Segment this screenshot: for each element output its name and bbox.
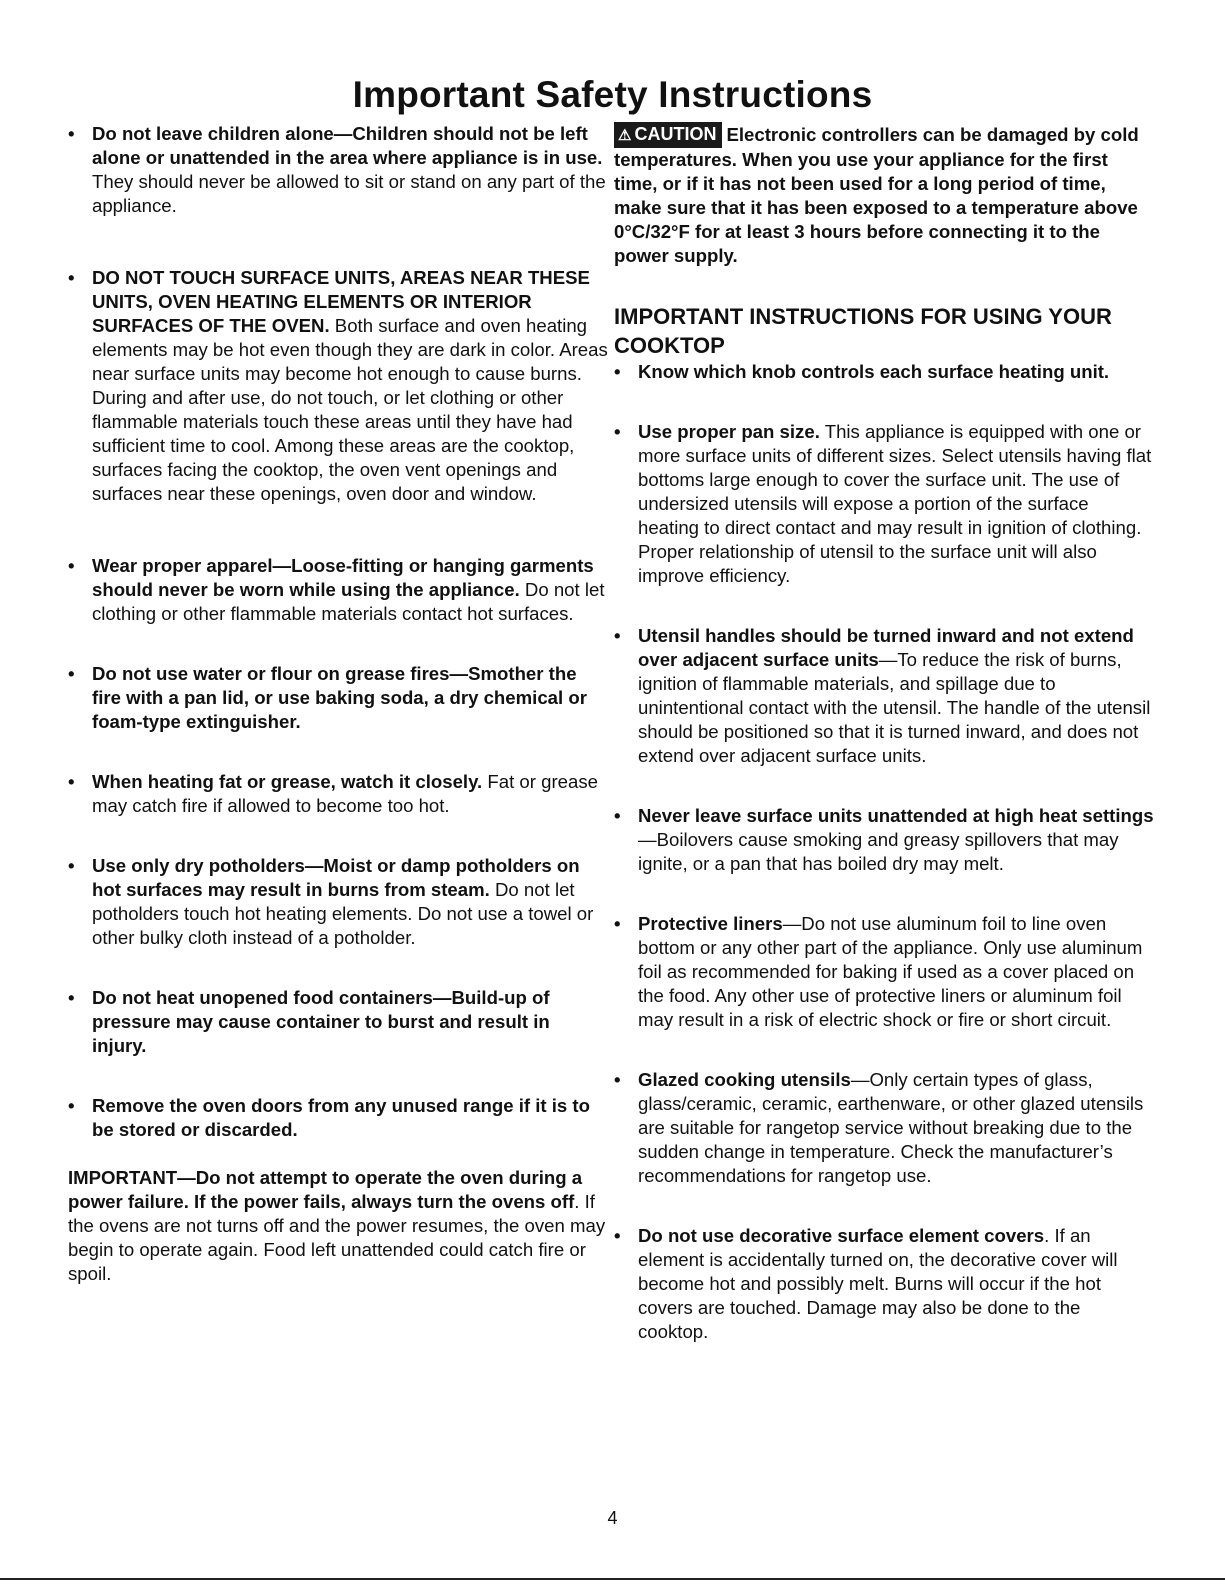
instruction-heading: When heating fat or grease, watch it closely. <box>92 771 483 792</box>
right-column <box>614 122 1154 1344</box>
instruction-text: —To reduce the risk of burns, ignition of flammable materials, and spillage due to unintentional contact with the utensil. The handle of the utensil should be positioned so that it is turned inward, and does not extend over adjacent surface units. <box>638 649 1151 766</box>
instruction-heading: Remove the oven doors from any unused range if it is to be stored or discarded. <box>92 1095 590 1140</box>
list-item <box>614 624 1154 768</box>
instruction-heading: Glazed cooking utensils <box>638 1069 851 1090</box>
list-item <box>68 266 608 506</box>
instruction-heading: DO NOT TOUCH SURFACE UNITS, AREAS NEAR THESE UNITS, OVEN HEATING ELEMENTS OR INTERIOR SURFACES OF THE OVEN. <box>92 267 590 336</box>
caution-text: Electronic controllers can be damaged by cold temperatures. When you use your appliance for the first time, or if it has not been used for a long period of time, make sure that it has been exposed to a temperature above 0°C/32°F for at least 3 hours before connecting it to the power supply. <box>614 124 1139 266</box>
page-title: Important Safety Instructions <box>352 74 873 115</box>
important-note-text: . If the ovens are not turns off and the power resumes, the oven may begin to operate again. Food left unattended could catch fire or spoil. <box>68 1191 606 1284</box>
caution-block <box>614 122 1154 268</box>
instruction-heading: Use only dry potholders—Moist or damp potholders on hot surfaces may result in burns from steam. <box>92 855 580 900</box>
list-item <box>614 804 1154 876</box>
instruction-heading: Do not use decorative surface element covers <box>638 1225 1045 1246</box>
instruction-text: —Only certain types of glass, glass/ceramic, ceramic, earthenware, or other glazed utensils are suitable for rangetop service without breaking due to the sudden change in temperature. Check the manufacturer’s recommendations for rangetop use. <box>638 1069 1144 1186</box>
left-column <box>68 122 608 1286</box>
instruction-heading: Never leave surface units unattended at high heat settings <box>638 805 1154 826</box>
page-number: 4 <box>607 1508 618 1528</box>
important-note <box>68 1166 608 1286</box>
instruction-text: —Do not use aluminum foil to line oven bottom or any other part of the appliance. Only use aluminum foil as recommended for baking if used as a cover placed on the food. Any other use of protective liners or aluminum foil may result in a risk of electric shock or fire or short circuit. <box>638 913 1143 1030</box>
list-item <box>614 1068 1154 1188</box>
list-item <box>68 122 608 218</box>
list-item <box>614 912 1154 1032</box>
instruction-text: This appliance is equipped with one or more surface units of different sizes. Select utensils having flat bottoms large enough to cover the surface unit. The use of undersized utensils will expose a portion of the surface heating to direct contact and may result in ignition of clothing. Proper relationship of utensil to the surface unit will also improve efficiency. <box>638 421 1152 586</box>
instruction-heading: Wear proper apparel—Loose-fitting or hanging garments should never be worn while using the appliance. <box>92 555 594 600</box>
important-note-heading: IMPORTANT—Do not attempt to operate the oven during a power failure. If the power fails, always turn the ovens off <box>68 1167 583 1212</box>
list-item <box>614 420 1154 588</box>
cooktop-section-heading: IMPORTANT INSTRUCTIONS FOR USING YOUR COOKTOP <box>614 304 1112 358</box>
instruction-text: Do not let clothing or other flammable materials contact hot surfaces. <box>92 579 605 624</box>
instruction-text: Fat or grease may catch fire if allowed to become too hot. <box>92 771 598 816</box>
list-item <box>68 854 608 950</box>
instruction-text: Do not let potholders touch hot heating elements. Do not use a towel or other bulky cloth instead of a potholder. <box>92 879 594 948</box>
list-item <box>68 1094 608 1142</box>
warning-triangle-icon: ⚠ <box>618 127 632 144</box>
instruction-heading: Protective liners <box>638 913 783 934</box>
instruction-text: —Boilovers cause smoking and greasy spillovers that may ignite, or a pan that has boiled dry may melt. <box>638 829 1119 874</box>
bottom-divider <box>0 1578 1225 1580</box>
instruction-text: . If an element is accidentally turned on, the decorative cover will become hot and possibly melt. Burns will occur if the hot covers are touched. Damage may also be done to the cooktop. <box>638 1225 1118 1342</box>
instruction-text: Both surface and oven heating elements may be hot even though they are dark in color. Areas near surface units may become hot enough to cause burns. During and after use, do not touch, or let clothing or other flammable materials touch these areas until they have had sufficient time to cool. Among these areas are the cooktop, surfaces facing the cooktop, the oven vent openings and surfaces near these openings, oven door and window. <box>92 315 608 504</box>
caution-badge <box>614 122 722 148</box>
instruction-heading: Use proper pan size. <box>638 421 820 442</box>
list-item <box>68 662 608 734</box>
list-item <box>68 770 608 818</box>
instruction-heading: Utensil handles should be turned inward and not extend over adjacent surface units <box>638 625 1134 670</box>
list-item <box>614 1224 1154 1344</box>
list-item <box>68 986 608 1058</box>
instruction-heading: Do not heat unopened food containers—Build-up of pressure may cause container to burst and result in injury. <box>92 987 550 1056</box>
instruction-heading: Know which knob controls each surface heating unit. <box>638 361 1110 382</box>
instruction-text: They should never be allowed to sit or stand on any part of the appliance. <box>92 171 606 216</box>
list-item <box>614 360 1154 384</box>
list-item <box>68 554 608 626</box>
instruction-heading: Do not use water or flour on grease fires—Smother the fire with a pan lid, or use baking soda, a dry chemical or foam-type extinguisher. <box>92 663 587 732</box>
left-instruction-list <box>68 122 608 1142</box>
right-instruction-list <box>614 360 1154 1344</box>
instruction-heading: Do not leave children alone—Children should not be left alone or unattended in the area where appliance is in use. <box>92 123 603 168</box>
caution-label: CAUTION <box>634 124 717 144</box>
